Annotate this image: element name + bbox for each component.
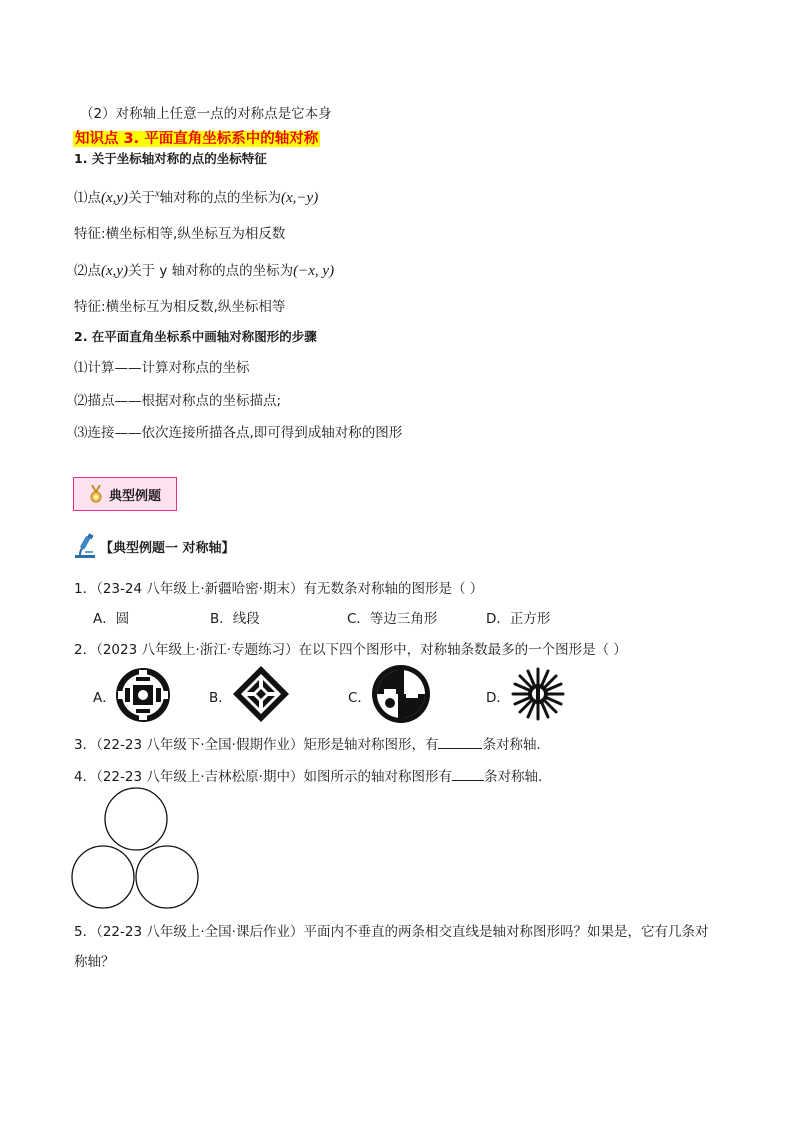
q2-figure-c [370, 663, 432, 725]
q5-line1: 5．（22-23 八年级上·全国·课后作业）平面内不垂直的两条相交直线是轴对称图形吗？如果是，它有几条对 [74, 924, 709, 940]
step-3: ⑶连接——依次连接所描各点,即可得到成轴对称的图形 [74, 425, 403, 441]
q2-figure-b [232, 665, 290, 723]
q3-answer-blank[interactable] [438, 736, 482, 749]
section3-title [73, 127, 320, 148]
rule-x-mid-a: 关于 [128, 190, 156, 206]
circle-top [105, 788, 167, 850]
rule-y-mid: 关于 y 轴对称的点的坐标为 [128, 263, 294, 279]
q2-text: 2．（2023 八年级上·浙江·专题练习）在以下四个图形中，对称轴条数最多的一个图形是（ ） [74, 642, 627, 658]
q4-text-before: 4．（22-23 八年级上·吉林松原·期中）如图所示的轴对称图形有 [74, 769, 452, 785]
rule-y-result: (−x, y) [293, 263, 335, 279]
feature-2: 特征:横坐标互为相反数,纵坐标相等 [74, 299, 286, 315]
badge-label: 典型例题 [108, 488, 161, 504]
feature-1: 特征:横坐标相等,纵坐标互为相反数 [74, 226, 286, 242]
q1-option-c: C．等边三角形 [347, 611, 438, 627]
rule-x-result: (x,−y) [281, 190, 319, 206]
q1-text: 1．（23-24 八年级上·新疆哈密·期末）有无数条对称轴的图形是（ ） [74, 581, 484, 597]
section3-sub1: 1. 关于坐标轴对称的点的坐标特征 [74, 151, 267, 166]
microscope-icon [72, 533, 98, 559]
q1-option-b: B．线段 [210, 611, 260, 627]
section3-sub2: 2. 在平面直角坐标系中画轴对称图形的步骤 [74, 329, 317, 344]
rule-y-prefix: ⑵点 [74, 263, 101, 279]
q2-label-c: C． [348, 690, 371, 706]
section3-title-text: 知识点 3. 平面直角坐标系中的轴对称 [75, 131, 319, 147]
q1-option-d: D．正方形 [486, 611, 551, 627]
example-heading [72, 533, 235, 559]
q2-figure-d [510, 666, 566, 722]
three-circles-figure [68, 786, 204, 912]
rule-x-axis [74, 186, 318, 207]
q1-option-a: A．圆 [93, 611, 130, 627]
step-2: ⑵描点——根据对称点的坐标描点; [74, 393, 282, 409]
q3-text-before: 3．（22-23 八年级下·全国·假期作业）矩形是轴对称图形，有 [74, 737, 439, 753]
q4-text-after: 条对称轴． [483, 769, 552, 785]
step-1: ⑴计算——计算对称点的坐标 [74, 360, 250, 376]
q5-line2: 称轴？ [74, 954, 115, 970]
q2-figure-a [116, 668, 170, 722]
q4-answer-blank[interactable] [452, 768, 484, 781]
example-heading-text: 【典型例题一 对称轴】 [100, 540, 235, 556]
medal-icon [89, 485, 103, 503]
q3-text-after: 条对称轴． [482, 737, 550, 753]
q4-line [74, 765, 551, 785]
circle-bottom-right [136, 846, 198, 908]
typical-examples-badge [73, 477, 177, 511]
circle-bottom-left [72, 846, 134, 908]
rule-x-point: (x,y) [101, 190, 129, 206]
rule-y-axis [74, 259, 334, 280]
q2-label-d: D． [486, 690, 510, 706]
rule-y-point: (x,y) [101, 263, 129, 279]
rule-x-prefix: ⑴点 [74, 190, 101, 206]
q2-label-b: B． [209, 690, 232, 706]
q2-label-a: A． [93, 690, 116, 706]
rule-x-mid-b: 轴对称的点的坐标为 [159, 190, 282, 206]
q3-line [74, 733, 550, 753]
rule-x-axis-letter: x [155, 188, 160, 200]
intro-line: （2）对称轴上任意一点的对称点是它本身 [80, 106, 332, 122]
